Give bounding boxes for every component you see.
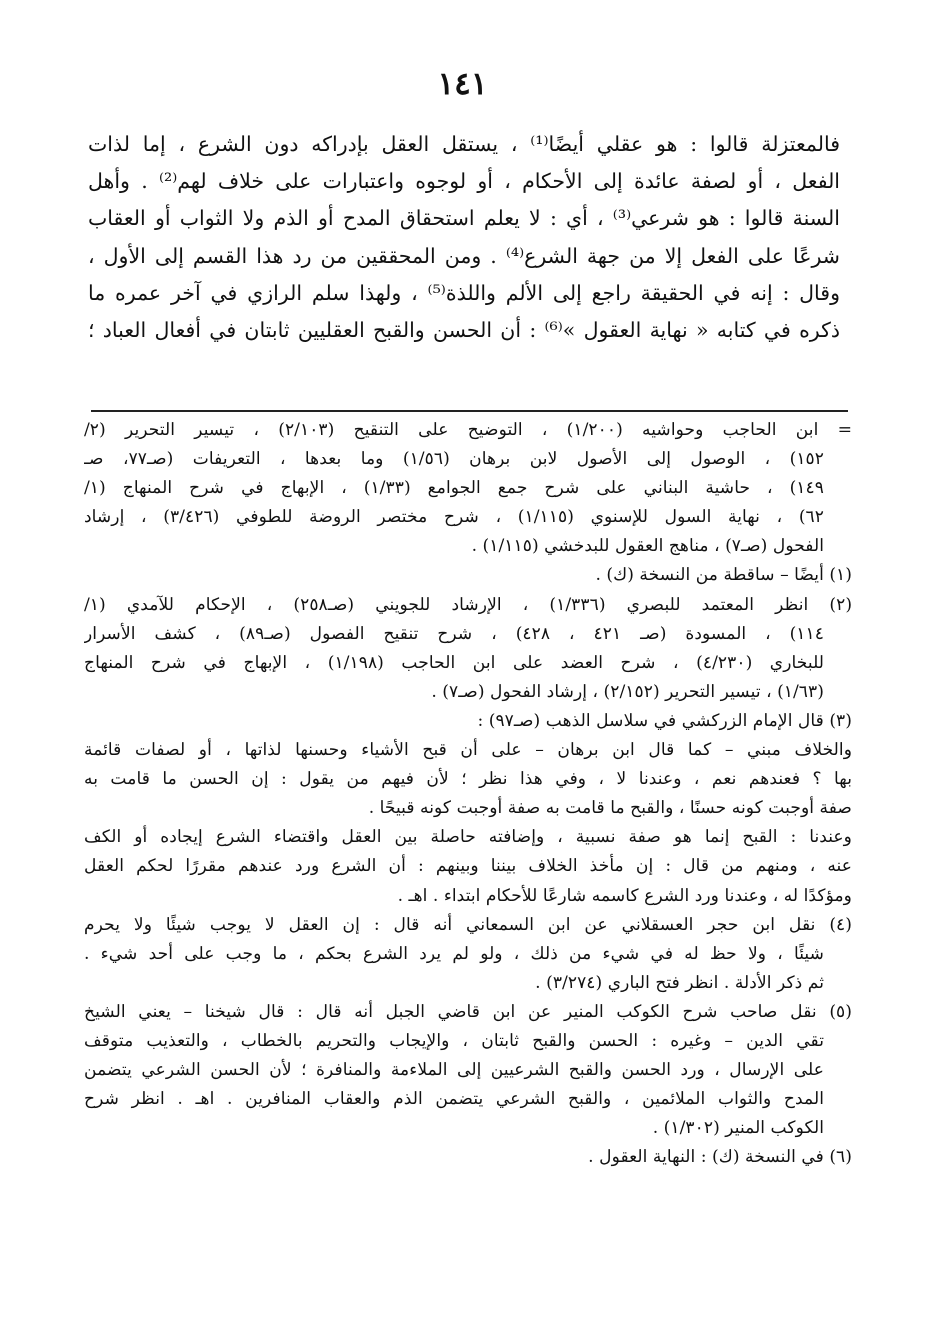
footnotes (84, 416, 852, 1172)
footnote-line: الكوكب المنير (١/٣٠٢) . (652, 1118, 824, 1139)
footnote-line: تقي الدين – وغيره : الحسن والقبح ثابتان ، والإيجاب والتحريم بالخطاب ، والتعذيب متوقف (84, 1030, 824, 1051)
footnote-line: = ابن الحاجب وحواشيه (١/٢٠٠) ، التوضيح على التنقيح (٢/١٠٣) ، تيسير التحرير (٢/ (84, 420, 852, 440)
footnote-line: والخلاف مبني – كما قال ابن برهان – على أن قبح الأشياء وحسنها لذاتها ، أو لصفات قائمة (84, 740, 852, 761)
footnote-line: ١١٤) ، المسودة (صـ ٤٢١ ، ٤٢٨) ، شرح تنقيح الفصول (صـ٨٩) ، كشف الأسرار (84, 623, 824, 644)
footnote-line: ثم ذكر الأدلة . انظر فتح الباري (٣/٢٧٤) . (535, 972, 824, 993)
page-number: ١٤١ (437, 66, 488, 102)
footnote-line: وعندنا : القبح إنما هو صفة نسبية ، وإضافته حاصلة بين العقل واقتضاء الشرع إيجاده أو الكف (84, 827, 852, 848)
footnote-line: ومؤكدًا له ، وعندنا ورد الشرع كاسمه شارعًا للأحكام ابتداء . اهـ . (397, 885, 852, 906)
main-text-line: الفعل ، أو لصفة عائدة إلى الأحكام ، أو لوجوه واعتبارات على خلاف لهم⁽²⁾ . وأهل (88, 169, 840, 194)
footnote-line: ١٤٩) ، حاشية البناني على شرح جمع الجوامع (١/٣٣) ، الإبهاج في شرح المنهاج (١/ (84, 478, 824, 499)
footnote-line: (٦) في النسخة (ك) : النهاية العقول . (588, 1147, 852, 1168)
footnote-line: بها ؟ فعندهم نعم ، وعندنا لا ، وفي هذا نظر ؛ لأن فيهم من يقول : إن الحسن ما قامت به (84, 769, 852, 790)
main-text-line: شرعًا على الفعل إلا من جهة الشرع⁽⁴⁾ . ومن المحققين من رد هذا القسم إلى الأول ، (88, 243, 840, 268)
footnote-line: شيئًا ، ولا حظ له في شيء من ذلك ، ولو لم يرد الشرع بحكم ، ما وجب على أحد شيء . (84, 943, 824, 964)
footnote-line: ٦٢) ، نهاية السول للإسنوي (١/١١٥) ، شرح مختصر الروضة للطوفي (٣/٤٢٦) ، إرشاد (84, 507, 825, 528)
footnote-line: (٣) قال الإمام الزركشي في سلاسل الذهب (صـ٩٧) : (477, 710, 852, 731)
footnote-line: عنه ، ومنهم من قال : إن مأخذ الخلاف بيننا وبينهم : أن الشرع ورد عندهم مقررًا لحكم العقل (84, 856, 852, 877)
footnote-line: ١٥٢) ، الوصول إلى الأصول لابن برهان (١/٥٦) وما بعدها ، التعريفات (صـ٧٧، صـ (84, 449, 825, 470)
footnote-line: (٤) نقل ابن حجر العسقلاني عن ابن السمعاني أنه قال : إن العقل لا يوجب شيئًا ولا يحرم (84, 914, 852, 935)
footnote-line: على الإرسال ، ورد الحسن والقبح الشرعيين إلى الملاءمة والمنافرة ؛ لأن الحسن الشرعي يتضمن (84, 1060, 824, 1081)
footnote-line: (٢) انظر المعتمد للبصري (١/٣٣٦) ، الإرشاد للجويني (صـ٢٥٨) ، الإحكام للآمدي (١/ (84, 594, 852, 615)
main-text-line: وقال : إنه في الحقيقة راجع إلى الألم واللذة⁽⁵⁾ ، ولهذا سلم الرازي في آخر عمره ما (88, 280, 840, 305)
footnote-separator (91, 410, 848, 412)
footnote-line: للبخاري (٤/٢٣٠) ، شرح العضد على ابن الحاجب (١/١٩٨) ، الإبهاج في شرح المنهاج (84, 652, 824, 673)
main-text (88, 126, 840, 349)
main-text-line: ذكره في كتابه « نهاية العقول »⁽⁶⁾ : أن الحسن والقبح العقليين ثابتان في أفعال العباد ؛ (88, 318, 840, 343)
footnote-line: المدح والثواب الملائمين ، والقبح الشرعي يتضمن الذم والعقاب المنافرين . اهـ . انظر شرح (84, 1089, 824, 1110)
footnote-line: (١/٦٣) ، تيسير التحرير (٢/١٥٢) ، إرشاد الفحول (صـ٧) . (431, 681, 824, 702)
main-text-line: السنة قالوا : هو شرعي⁽³⁾ ، أي : لا يعلم استحقاق المدح أو الذم ولا الثواب أو العقاب (88, 206, 840, 231)
footnote-line: صفة أوجبت كونه حسنًا ، والقبح ما قامت به صفة أوجبت كونه قبيحًا . (368, 798, 852, 819)
footnote-line: (٥) نقل صاحب شرح الكوكب المنير عن ابن قاضي الجبل أنه قال : قال شيخنا – يعني الشيخ (84, 1001, 852, 1022)
main-text-line: فالمعتزلة قالوا : هو عقلي أيضًا⁽¹⁾ ، يستقل العقل بإدراكه دون الشرع ، إما لذات (88, 132, 840, 156)
footnote-line: الفحول (صـ٧) ، مناهج العقول للبدخشي (١/١١٥) . (471, 536, 824, 557)
footnote-line: (١) أيضًا – ساقطة من النسخة (ك) . (595, 565, 852, 586)
